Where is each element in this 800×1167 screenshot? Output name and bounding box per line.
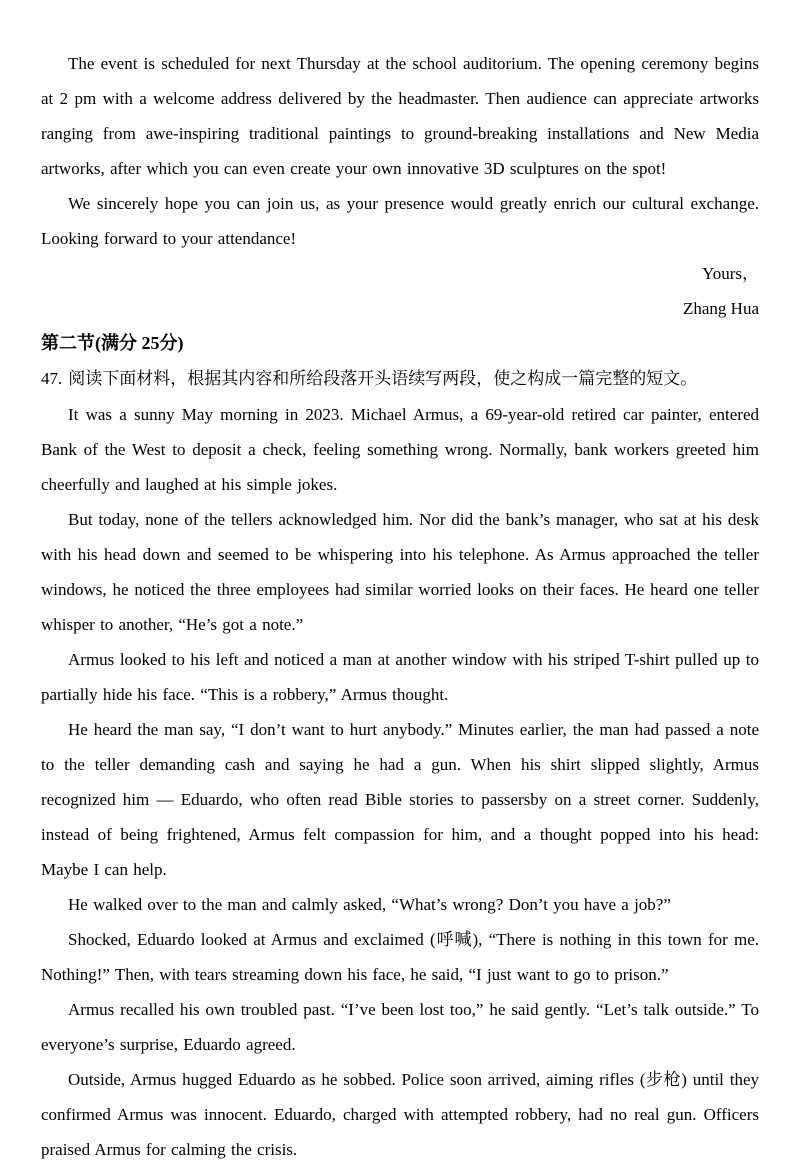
section-heading: 第二节(满分 25分) <box>41 333 184 353</box>
passage-paragraph: He heard the man say, “I don’t want to hurt anybody.” Minutes earlier, the man had passed a note to the teller demanding cash and saying he had a gun. When his shirt slipped slightly, Armus recognized him — Eduardo, who often read Bible stories to passersby on a street corner. Suddenly, instead of being frightened, Armus felt compassion for him, and a thought popped into his head: Maybe I can help. <box>41 720 759 879</box>
passage-paragraph: But today, none of the tellers acknowledged him. Nor did the bank’s manager, who sat at his desk with his head down and seemed to be whispering into his telephone. As Armus approached the teller windows, he noticed the three employees had similar worried looks on their faces. He heard one teller whisper to another, “He’s got a note.” <box>41 510 759 634</box>
letter-signature: Zhang Hua <box>682 299 759 318</box>
passage-paragraph: Outside, Armus hugged Eduardo as he sobbed. Police soon arrived, aiming rifles (步枪) until they confirmed Armus was innocent. Eduardo, charged with attempted robbery, had no real gun. Officers praised Armus for calming the crisis. <box>41 1070 759 1159</box>
passage-paragraph: Armus recalled his own troubled past. “I’ve been lost too,” he said gently. “Let’s talk outside.” To everyone’s surprise, Eduardo agreed. <box>41 1000 759 1054</box>
letter-closing: Yours， <box>702 264 759 283</box>
question-instructions-text: 阅读下面材料，根据其内容和所给段落开头语续写两段，使之构成一篇完整的短文。 <box>68 369 698 388</box>
passage-paragraph: Shocked, Eduardo looked at Armus and exclaimed (呼喊), “There is nothing in this town for me. Nothing!” Then, with tears streaming down his face, he said, “I just want to go to prison.” <box>41 930 759 984</box>
letter-paragraph: The event is scheduled for next Thursday at the school auditorium. The opening ceremony begins at 2 pm with a welcome address delivered by the headmaster. Then audience can appreciate artworks ranging from awe-inspiring traditional paintings to ground-breaking installations and New Media artworks, after which you can even create your own innovative 3D sculptures on the spot! <box>41 54 759 178</box>
question-instructions <box>41 361 759 397</box>
question-number: 47. <box>41 369 63 388</box>
passage-paragraph: It was a sunny May morning in 2023. Michael Armus, a 69-year-old retired car painter, entered Bank of the West to deposit a check, feeling something wrong. Normally, bank workers greeted him cheerfully and laughed at his simple jokes. <box>41 405 759 494</box>
letter-paragraph: We sincerely hope you can join us, as your presence would greatly enrich our cultural exchange. Looking forward to your attendance! <box>41 194 759 248</box>
passage-paragraph: He walked over to the man and calmly asked, “What’s wrong? Don’t you have a job?” <box>68 895 671 914</box>
passage-paragraph: Armus looked to his left and noticed a man at another window with his striped T-shirt pulled up to partially hide his face. “This is a robbery,” Armus thought. <box>41 650 759 704</box>
